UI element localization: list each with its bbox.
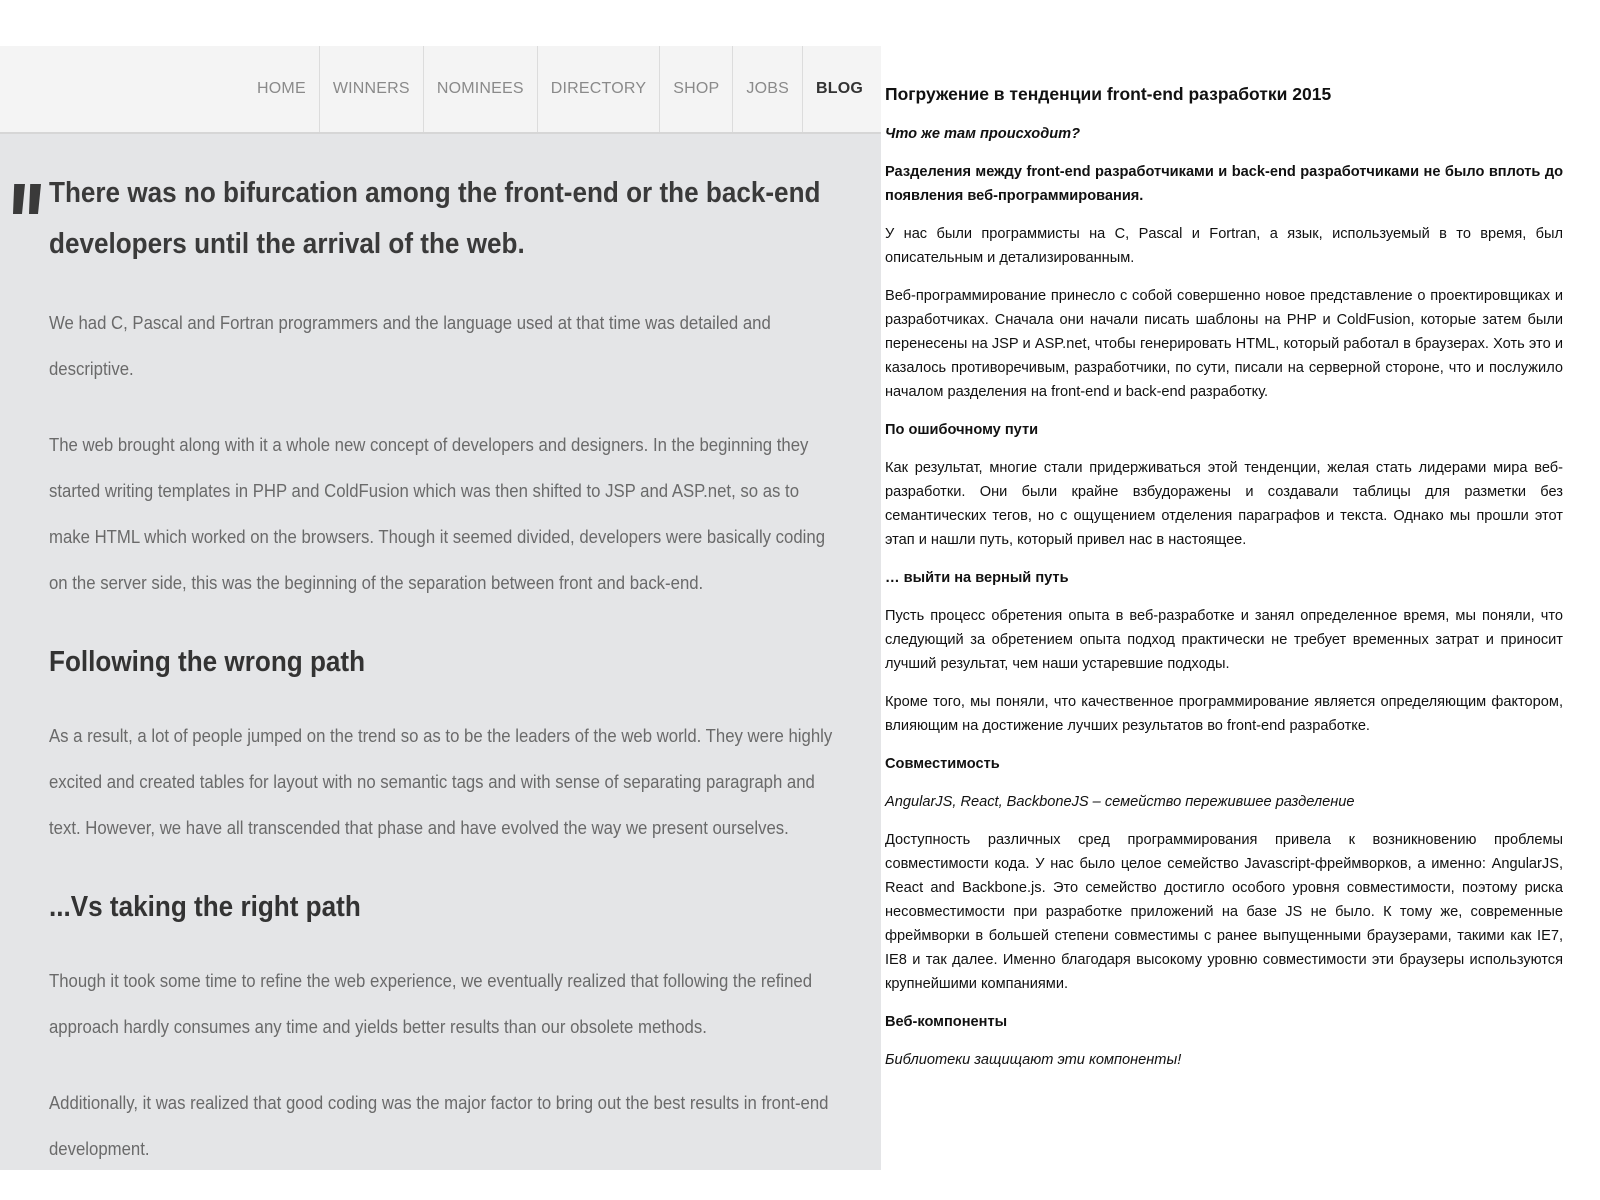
nav-winners[interactable]: WINNERS	[319, 46, 423, 132]
nav-directory[interactable]: DIRECTORY	[537, 46, 659, 132]
top-navigation	[0, 46, 881, 134]
translation-subheading-4: Библиотеки защищают эти компоненты!	[885, 1052, 1182, 1068]
translation-paragraph-2: Веб-программирование принесло с собой совершенно новое представление о проектировщиках и разработчиках. Сначала они начали писать шаблоны на PHP и ColdFusion, которые затем были перенесены на JSP и ASP.net, чтобы генерировать HTML, который работал в браузерах. Хоть это и казалось противоречивым, разработчики, по сути, писали на серверной стороне, что и послужило началом разделения на front-end и back-end разработку.	[885, 288, 1563, 400]
translation-paragraph-5: Кроме того, мы поняли, что качественное программирование является определяющим фактором, влияющим на достижение лучших результатов во front-end разработке.	[885, 694, 1563, 734]
translation-title: Погружение в тенденции front-end разработки 2015	[885, 84, 1332, 104]
translation-paragraph-4: Пусть процесс обретения опыта в веб-разработке и занял определенное время, мы поняли, что следующий за обретением опыта подход практически не требует временных затрат и приносит лучший результат, чем наши устаревшие подходы.	[885, 608, 1563, 672]
article-paragraph-5: Additionally, it was realized that good coding was the major factor to bring out the best results in front-end development.	[49, 1093, 829, 1159]
quote-mark-icon	[13, 184, 43, 214]
translation-subheading-3: AngularJS, React, BackboneJS – семейство пережившее разделение	[885, 794, 1355, 810]
translation-paragraph-1: У нас были программисты на C, Pascal и Fortran, а язык, используемый в то время, был описательным и детализированным.	[885, 226, 1563, 266]
translation-heading-2: … выйти на верный путь	[885, 570, 1069, 586]
translation-heading-4: Веб-компоненты	[885, 1014, 1008, 1030]
russian-translation	[885, 78, 1563, 1086]
nav-home[interactable]: HOME	[257, 80, 306, 97]
article-paragraph-1: We had C, Pascal and Fortran programmers and the language used at that time was detailed and descriptive.	[49, 313, 771, 379]
translation-heading-1: По ошибочному пути	[885, 422, 1039, 438]
nav-shop[interactable]: SHOP	[659, 46, 732, 132]
translation-heading-3: Совместимость	[885, 756, 1000, 772]
nav-nominees[interactable]: NOMINEES	[423, 46, 537, 132]
english-article-screenshot	[0, 46, 881, 1170]
article-body	[0, 158, 881, 1170]
article-paragraph-4: Though it took some time to refine the web experience, we eventually realized that following the refined approach hardly consumes any time and yields better results than our obsolete methods.	[49, 971, 813, 1037]
nav-blog[interactable]: BLOG	[802, 46, 881, 132]
translation-paragraph-3: Как результат, многие стали придерживаться этой тенденции, желая стать лидерами мира веб-разработки. Они были крайне взбудоражены и создавали таблицы для разметки без семантических тегов, но с ощущением отделения параграфов и текста. Однако мы прошли этот этап и нашли путь, который привел нас в настоящее.	[885, 460, 1563, 548]
article-paragraph-3: As a result, a lot of people jumped on the trend so as to be the leaders of the web world. They were highly excited and created tables for layout with no semantic tags and with sense of separating paragraph and text. However, we have all transcended that phase and have evolved the way we present ourselves.	[49, 726, 833, 838]
article-paragraph-2: The web brought along with it a whole new concept of developers and designers. In the beginning they started writing templates in PHP and ColdFusion which was then shifted to JSP and ASP.net, so as to make HTML which worked on the browsers. Though it seemed divided, developers were basically coding on the server side, this was the beginning of the separation between front and back-end.	[49, 435, 826, 593]
translation-subtitle: Что же там происходит?	[885, 126, 1081, 142]
pull-quote: There was no bifurcation among the front-end or the back-end developers until the arrival of the web.	[49, 177, 821, 260]
nav-jobs[interactable]: JOBS	[732, 46, 802, 132]
heading-right-path: ...Vs taking the right path	[49, 891, 361, 923]
translation-lead: Разделения между front-end разработчиками и back-end разработчиками не было вплоть до появления веб-программирования.	[885, 164, 1563, 204]
translation-paragraph-6: Доступность различных сред программирования привела к возникновению проблемы совместимости кода. У нас было целое семейство Javascript-фреймворков, а именно: AngularJS, React and Backbone.js. Это семейство достигло особого уровня совместимости, поэтому риска несовместимости при разработке приложений на базе JS не было. К тому же, современные фреймворки в большей степени совместимы с ранее выпущенными браузерами, такими как IE7, IE8 и так далее. Именно благодаря высокому уровню совместимости эти браузеры используются крупнейшими компаниями.	[885, 832, 1563, 992]
heading-wrong-path: Following the wrong path	[49, 646, 366, 678]
